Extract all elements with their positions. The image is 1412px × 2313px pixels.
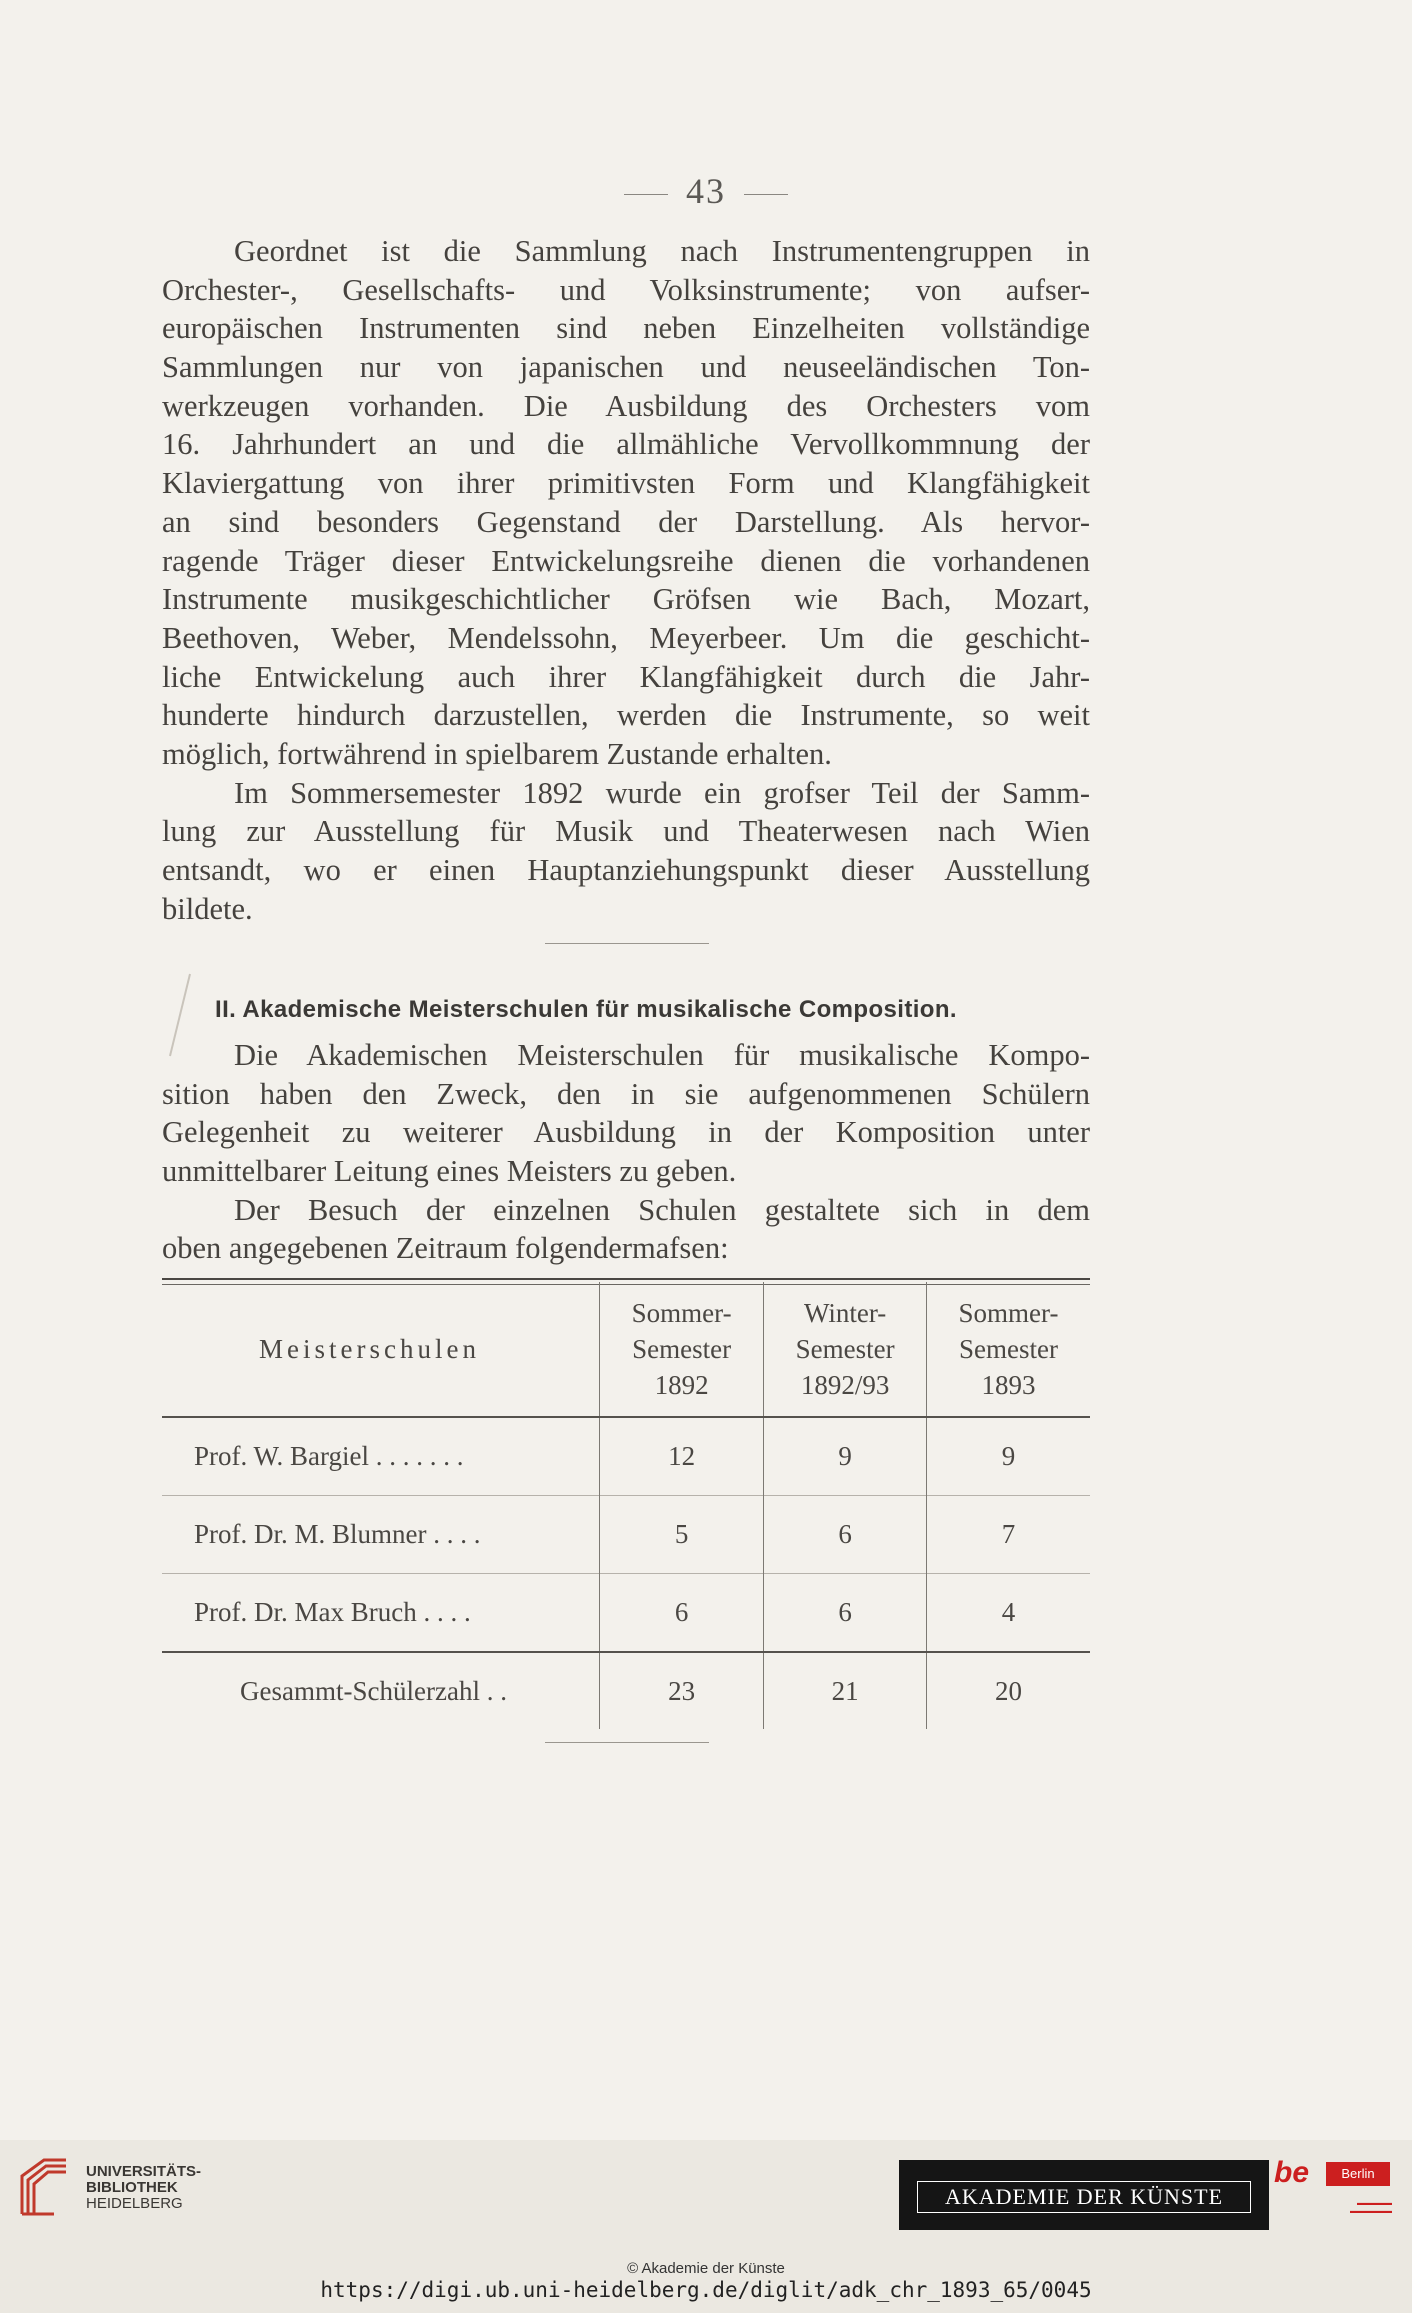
text-line: an sind besonders Gegenstand der Darstellung. Als hervor- xyxy=(162,504,1090,539)
cell-value: 7 xyxy=(927,1496,1091,1574)
text-line: Gelegenheit zu weiterer Ausbildung in der Komposition unter xyxy=(162,1115,1090,1150)
text-line: lung zur Ausstellung für Musik und Theaterwesen nach Wien xyxy=(162,814,1090,849)
text-line: liche Entwickelung auch ihrer Klangfähigkeit durch die Jahr- xyxy=(162,659,1090,694)
page-number-line xyxy=(0,170,1412,212)
paragraph-collection-description xyxy=(162,232,1090,928)
university-library-logo-icon[interactable] xyxy=(14,2154,78,2224)
header-col-2-line3: 1892/93 xyxy=(800,1370,890,1400)
header-meisterschulen: Meisterschulen xyxy=(259,1334,480,1364)
page-number-dash-right xyxy=(744,194,788,195)
ub-line-2: BIBLIOTHEK xyxy=(86,2179,178,2196)
header-col-3-line3: 1893 xyxy=(981,1370,1036,1400)
berlin-senate-text-icon: ▬▬▬▬▬ ▬▬▬▬▬▬ xyxy=(1350,2200,1392,2215)
row-name: Prof. Dr. M. Blumner . . . . xyxy=(194,1519,481,1549)
copyright-notice: © Akademie der Künste xyxy=(627,2260,785,2277)
header-col-3-line1: Sommer- xyxy=(958,1298,1059,1328)
text-line: ragende Träger dieser Entwickelungsreihe dienen die vorhandenen xyxy=(162,543,1090,578)
text-line: möglich, fortwährend in spielbarem Zustande erhalten. xyxy=(162,736,832,771)
header-col-2-line2: Semester xyxy=(795,1334,895,1364)
text-line: hunderte hindurch darzustellen, werden die Instrumente, so weit xyxy=(162,698,1090,733)
table-top-rule xyxy=(162,1278,1090,1280)
text-line: bildete. xyxy=(162,891,253,926)
berlin-be-logo-icon: be xyxy=(1274,2156,1310,2189)
end-divider-rule xyxy=(545,1742,709,1743)
header-col-1-line3: 1892 xyxy=(654,1370,709,1400)
text-line: 16. Jahrhundert an und die allmähliche Vervollkommnung der xyxy=(162,427,1090,462)
header-col-1-line1: Sommer- xyxy=(631,1298,732,1328)
table-total-row xyxy=(162,1652,1090,1729)
cell-value: 4 xyxy=(927,1574,1091,1653)
table-header-row xyxy=(162,1282,1090,1417)
cell-value: 12 xyxy=(600,1417,764,1496)
header-col-2-line1: Winter- xyxy=(803,1298,887,1328)
text-line: Klaviergattung von ihrer primitivsten Form und Klangfähigkeit xyxy=(162,466,1090,501)
cell-value: 6 xyxy=(764,1574,927,1653)
row-name: Prof. W. Bargiel . . . . . . . xyxy=(194,1441,464,1471)
text-line: Im Sommersemester 1892 wurde ein grofser Teil der Samm- xyxy=(234,775,1090,810)
permalink-url[interactable]: https://digi.ub.uni-heidelberg.de/diglit/adk_chr_1893_65/0045 xyxy=(320,2278,1092,2302)
berlin-flag-label: Berlin xyxy=(1326,2162,1390,2186)
text-line: Sammlungen nur von japanischen und neuseeländischen Ton- xyxy=(162,350,1090,385)
cell-value: 6 xyxy=(764,1496,927,1574)
text-line: Instrumente musikgeschichtlicher Gröfsen wie Bach, Mozart, xyxy=(162,582,1090,617)
cell-value: 9 xyxy=(927,1417,1091,1496)
text-line: sition haben den Zweck, den in sie aufgenommenen Schülern xyxy=(162,1076,1090,1111)
akademie-label: AKADEMIE DER KÜNSTE xyxy=(917,2181,1251,2213)
total-value: 21 xyxy=(764,1652,927,1729)
text-line: Geordnet ist die Sammlung nach Instrumentengruppen in xyxy=(234,234,1090,268)
viewer-footer xyxy=(0,2140,1412,2313)
paragraph-meisterschulen xyxy=(162,1036,1090,1268)
cell-value: 9 xyxy=(764,1417,927,1496)
attendance-table xyxy=(162,1282,1090,1729)
table-row xyxy=(162,1574,1090,1653)
section-heading: II. Akademische Meisterschulen für musikalische Composition. xyxy=(215,996,957,1023)
page-number: 43 xyxy=(686,171,726,211)
total-value: 23 xyxy=(600,1652,764,1729)
text-line: unmittelbarer Leitung eines Meisters zu geben. xyxy=(162,1154,737,1189)
header-col-1-line2: Semester xyxy=(632,1334,732,1364)
text-line: oben angegebenen Zeitraum folgendermafsen: xyxy=(162,1231,729,1266)
text-line: entsandt, wo er einen Hauptanziehungspunkt dieser Ausstellung xyxy=(162,853,1090,887)
akademie-der-kuenste-logo[interactable] xyxy=(899,2160,1269,2230)
text-line: Orchester-, Gesellschafts- und Volksinstrumente; von aufser- xyxy=(162,272,1090,307)
table-row xyxy=(162,1496,1090,1574)
cell-value: 6 xyxy=(600,1574,764,1653)
text-line: Beethoven, Weber, Mendelssohn, Meyerbeer. Um die geschicht- xyxy=(162,620,1090,655)
text-line: Der Besuch der einzelnen Schulen gestaltete sich in dem xyxy=(234,1192,1090,1227)
text-line: europäischen Instrumenten sind neben Einzelheiten vollständige xyxy=(162,311,1090,346)
berlin-logo[interactable] xyxy=(1274,2156,1392,2234)
header-col-3-line2: Semester xyxy=(959,1334,1058,1364)
ub-line-3: HEIDELBERG xyxy=(86,2195,183,2212)
section-divider-rule xyxy=(545,943,709,944)
text-line: Die Akademischen Meisterschulen für musikalische Kompo- xyxy=(234,1038,1090,1072)
ub-line-1: UNIVERSITÄTS- xyxy=(86,2163,202,2180)
total-value: 20 xyxy=(927,1652,1091,1729)
university-library-name[interactable] xyxy=(86,2164,201,2212)
cell-value: 5 xyxy=(600,1496,764,1574)
header-col-1 xyxy=(600,1282,764,1417)
header-col-3 xyxy=(927,1282,1091,1417)
page-number-dash-left xyxy=(624,194,668,195)
row-name: Prof. Dr. Max Bruch . . . . xyxy=(194,1597,471,1627)
table-row xyxy=(162,1417,1090,1496)
header-col-2 xyxy=(764,1282,927,1417)
total-label: Gesammt-Schülerzahl . . xyxy=(240,1675,507,1706)
text-line: werkzeugen vorhanden. Die Ausbildung des Orchesters vom xyxy=(162,388,1090,423)
